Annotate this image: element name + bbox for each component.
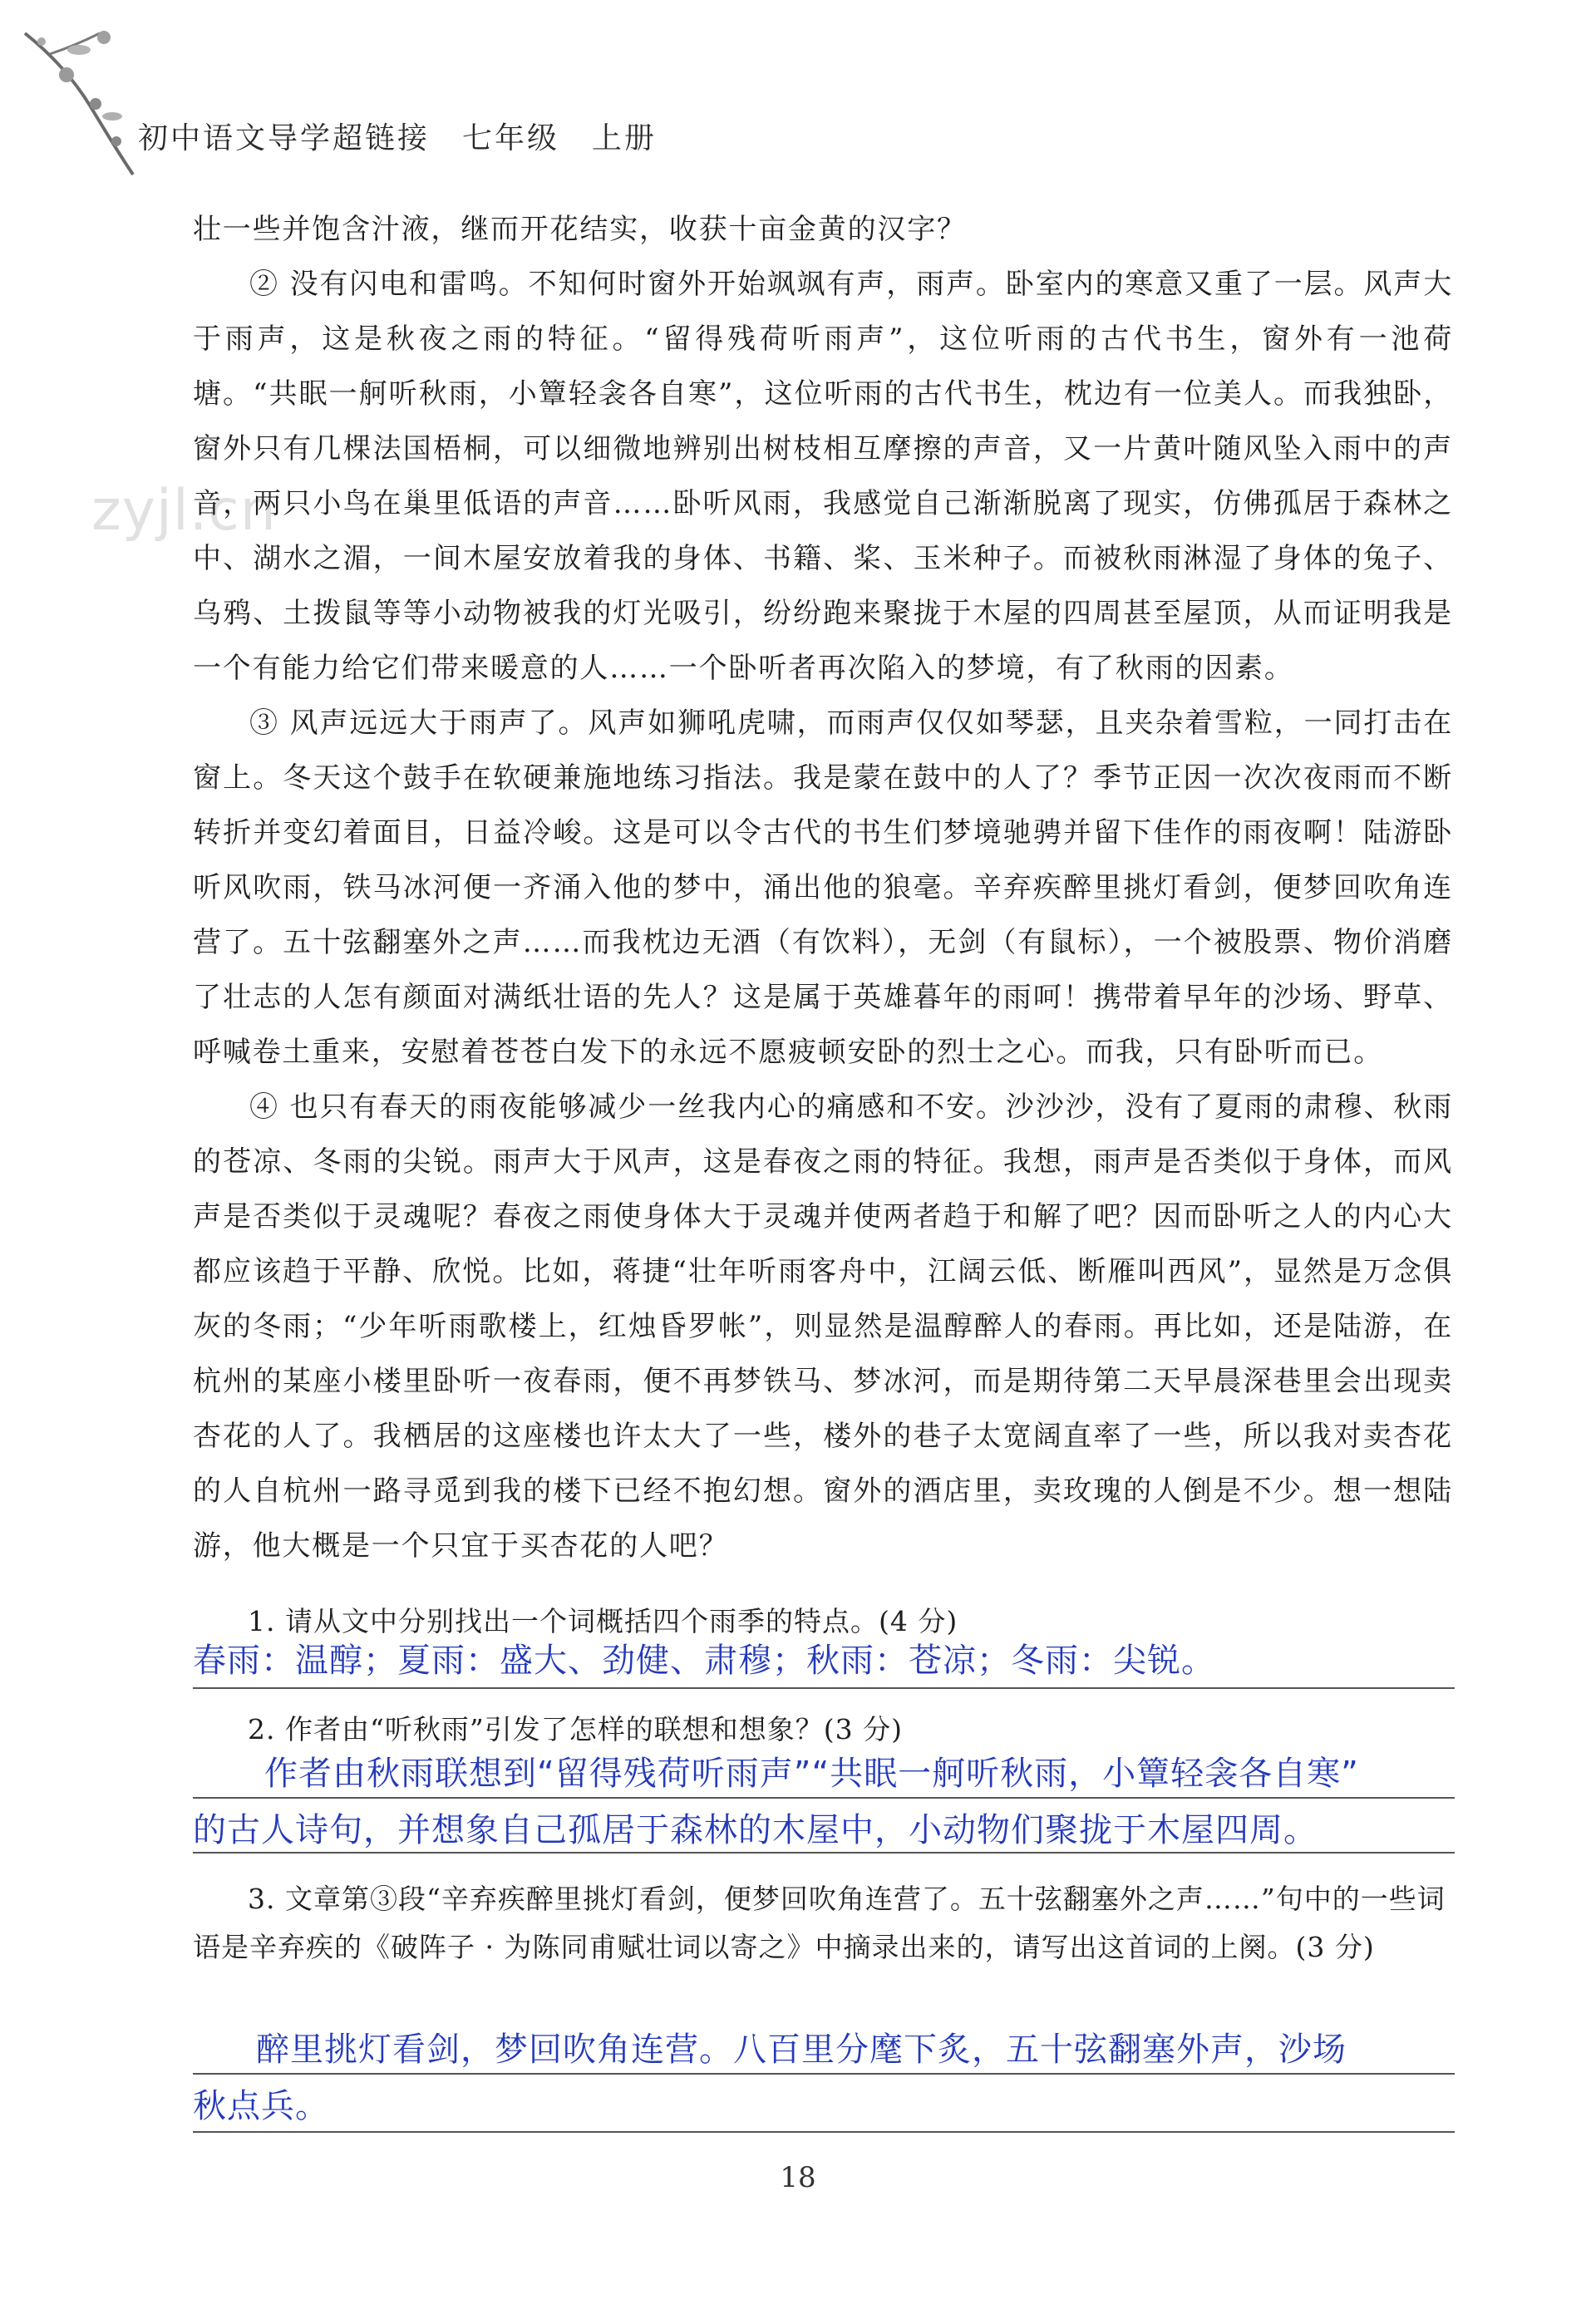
plum-branch-ornament xyxy=(17,17,141,183)
question-3-stem: 3. 文章第③段“辛弃疾醉里挑灯看剑，便梦回吹角连营了。五十弦翻塞外之声……”句中的一些词语是辛弃疾的《破阵子 · 为陈同甫赋壮词以寄之》中摘录出来的，请写出这首词的上阕。(3 分) xyxy=(193,1883,1446,1963)
answer-3-line-2: 秋点兵。 xyxy=(193,2087,329,2125)
book-header: 初中语文导学超链接 七年级 上册 xyxy=(138,121,658,155)
paragraph-3: ③ 风声远远大于雨声了。风声如狮吼虎啸，而雨声仅仅如琴瑟，且夹杂着雪粒，一同打击在窗上。冬天这个鼓手在软硬兼施地练习指法。我是蒙在鼓中的人了？季节正因一次次夜雨而不断转折并变幻着面目，日益冷峻。这是可以令古代的书生们梦境驰骋并留下佳作的雨夜啊！陆游卧听风吹雨，铁马冰河便一齐涌入他的梦中，涌出他的狼毫。辛弃疾醉里挑灯看剑，便梦回吹角连营了。五十弦翻塞外之声……而我枕边无酒（有饮料），无剑（有鼠标），一个被股票、物价消磨了壮志的人怎有颜面对满纸壮语的先人？这是属于英雄暮年的雨呵！携带着早年的沙场、野草、呼喊卷土重来，安慰着苍苍白发下的永远不愿疲顿安卧的烈士之心。而我，只有卧听而已。 xyxy=(193,706,1453,1069)
page-number: 18 xyxy=(780,2161,816,2194)
reading-passage xyxy=(193,202,1453,1573)
answer-2-rule-2 xyxy=(193,1852,1455,1854)
paragraph-4: ④ 也只有春天的雨夜能够减少一丝我内心的痛感和不安。沙沙沙，没有了夏雨的肃穆、秋雨的苍凉、冬雨的尖锐。雨声大于风声，这是春夜之雨的特征。我想，雨声是否类似于身体，而风声是否类似于灵魂呢？春夜之雨使身体大于灵魂并使两者趋于和解了吧？因而卧听之人的内心大都应该趋于平静、欣悦。比如，蒋捷“壮年听雨客舟中，江阔云低、断雁叫西风”，显然是万念俱灰的冬雨；“少年听雨歌楼上，红烛昏罗帐”，则显然是温醇醉人的春雨。再比如，还是陆游，在杭州的某座小楼里卧听一夜春雨，便不再梦铁马、梦冰河，而是期待第二天早晨深巷里会出现卖杏花的人了。我栖居的这座楼也许太大了一些，楼外的巷子太宽阔直率了一些，所以我对卖杏花的人自杭州一路寻觅到我的楼下已经不抱幻想。窗外的酒店里，卖玫瑰的人倒是不少。想一想陆游，他大概是一个只宜于买杏花的人吧？ xyxy=(193,1090,1453,1563)
paragraph-continuation: 壮一些并饱含汁液，继而开花结实，收获十亩金黄的汉字？ xyxy=(193,213,967,246)
answer-2-line-2: 的古人诗句，并想象自己孤居于森林的木屋中，小动物们聚拢于木屋四周。 xyxy=(193,1811,1318,1849)
answer-3-rule-1 xyxy=(193,2073,1455,2075)
question-3 xyxy=(193,1875,1453,1972)
question-1-stem: 1. 请从文中分别找出一个词概括四个雨季的特点。(4 分) xyxy=(248,1605,958,1637)
answer-2-rule-1 xyxy=(193,1797,1455,1799)
question-2-stem: 2. 作者由“听秋雨”引发了怎样的联想和想象？(3 分) xyxy=(248,1713,903,1745)
paragraph-2: ② 没有闪电和雷鸣。不知何时窗外开始飒飒有声，雨声。卧室内的寒意又重了一层。风声大于雨声，这是秋夜之雨的特征。“留得残荷听雨声”，这位听雨的古代书生，窗外有一池荷塘。“共眠一舸听秋雨，小簟轻衾各自寒”，这位听雨的古代书生，枕边有一位美人。而我独卧，窗外只有几棵法国梧桐，可以细微地辨别出树枝相互摩擦的声音，又一片黄叶随风坠入雨中的声音，两只小鸟在巢里低语的声音……卧听风雨，我感觉自己渐渐脱离了现实，仿佛孤居于森林之中、湖水之湄，一间木屋安放着我的身体、书籍、桨、玉米种子。而被秋雨淋湿了身体的兔子、乌鸦、土拨鼠等等小动物被我的灯光吸引，纷纷跑来聚拢于木屋的四周甚至屋顶，从而证明我是一个有能力给它们带来暖意的人……一个卧听者再次陷入的梦境，有了秋雨的因素。 xyxy=(193,268,1453,685)
answer-1-line-1: 春雨：温醇；夏雨：盛大、劲健、肃穆；秋雨：苍凉；冬雨：尖锐。 xyxy=(193,1642,1215,1680)
watermark: zyjl.cn xyxy=(91,478,277,544)
answer-3-rule-2 xyxy=(193,2131,1455,2133)
answer-2-line-1: 作者由秋雨联想到“留得残荷听雨声”“共眠一舸听秋雨，小簟轻衾各自寒” xyxy=(264,1755,1359,1793)
answer-3-line-1: 醉里挑灯看剑，梦回吹角连营。八百里分麾下炙，五十弦翻塞外声，沙场 xyxy=(256,2031,1347,2069)
answer-1-rule xyxy=(193,1687,1455,1689)
